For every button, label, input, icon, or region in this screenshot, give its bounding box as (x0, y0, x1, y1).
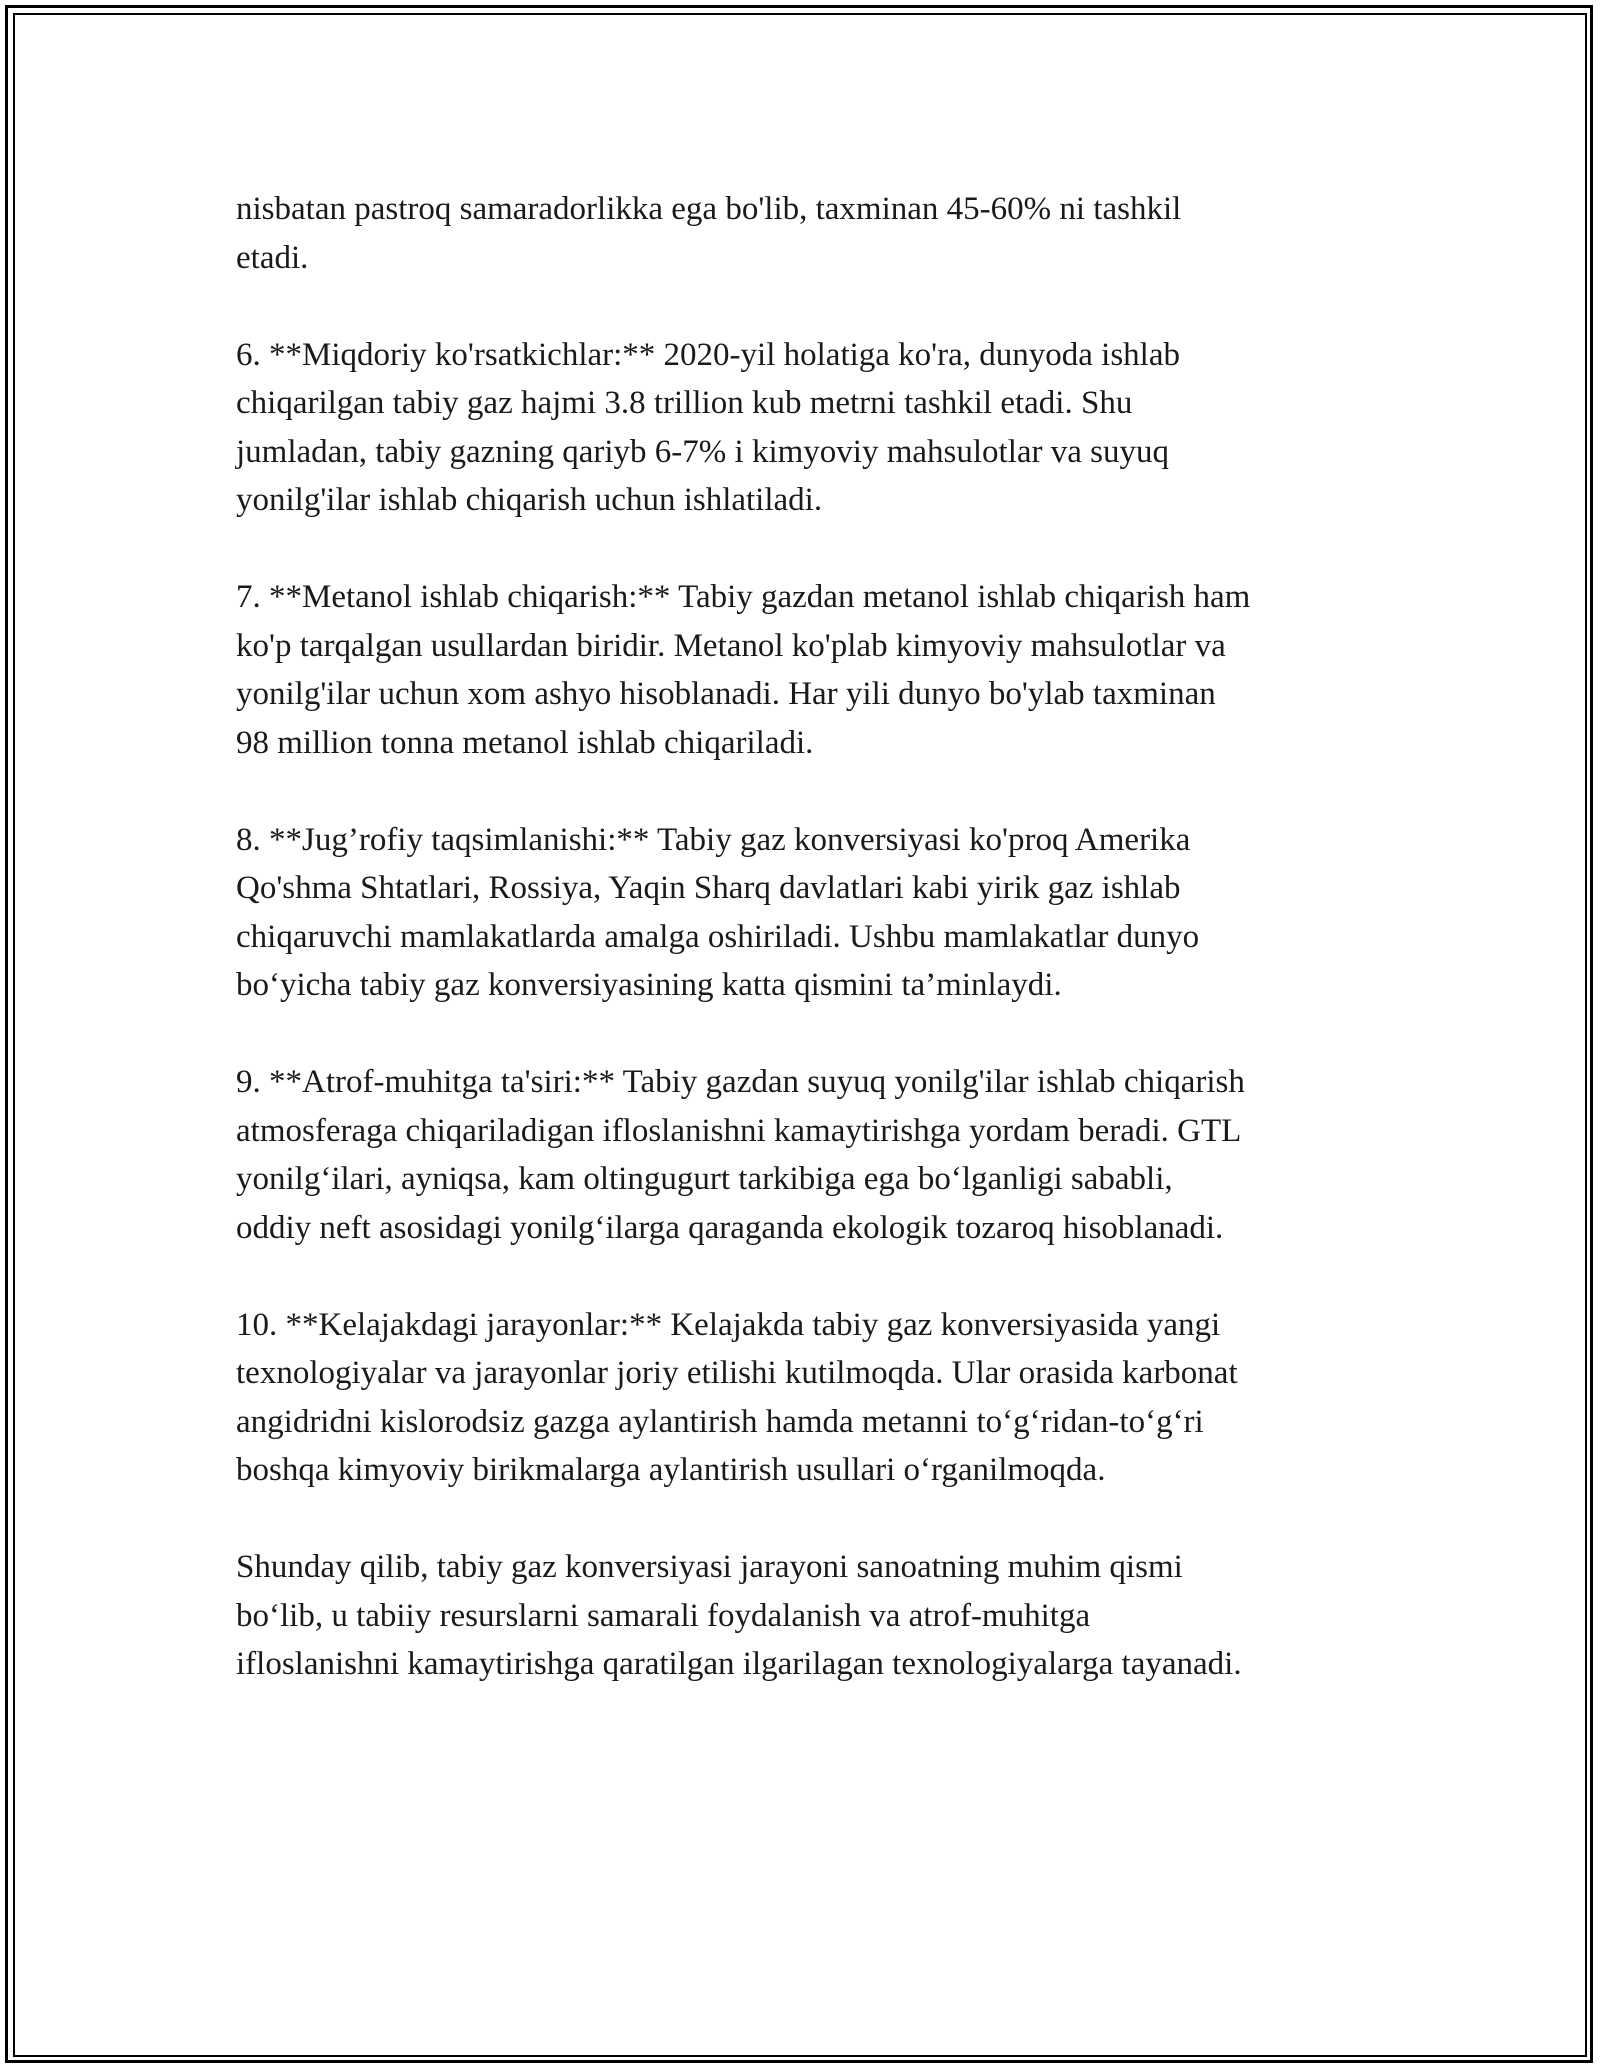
paragraph-item-9: 9. **Atrof-muhitga ta'siri:** Tabiy gazdan suyuq yonilg'ilar ishlab chiqarish atmosferaga chiqariladigan ifloslanishni kamaytirishga yordam beradi. GTL yonilg‘ilari, ayniqsa, kam oltingugurt tarkibiga ega bo‘lganligi sababli, oddiy neft asosidagi yonilg‘ilarga qaraganda ekologik tozaroq hisoblanadi. (236, 1064, 1245, 1246)
paragraph-item-6: 6. **Miqdoriy ko'rsatkichlar:** 2020-yil holatiga ko'ra, dunyoda ishlab chiqarilgan tabiy gaz hajmi 3.8 trillion kub metrni tashkil etadi. Shu jumladan, tabiy gazning qariyb 6-7% i kimyoviy mahsulotlar va suyuq yonilg'ilar ishlab chiqarish uchun ishlatiladi. (236, 336, 1180, 518)
paragraph-continuation: nisbatan pastroq samaradorlikka ega bo'lib, taxminan 45-60% ni tashkil etadi. (236, 191, 1182, 276)
paragraph-item-10: 10. **Kelajakdagi jarayonlar:** Kelajakda tabiy gaz konversiyasida yangi texnologiyalar va jarayonlar joriy etilishi kutilmoqda. Ular orasida karbonat angidridni kislorodsiz gazga aylantirish hamda metanni to‘g‘ridan-to‘g‘ri boshqa kimyoviy birikmalarga aylantirish usullari o‘rganilmoqda. (236, 1306, 1238, 1488)
paragraph-item-8: 8. **Jug’rofiy taqsimlanishi:** Tabiy gaz konversiyasi ko'proq Amerika Qo'shma Shtatlari, Rossiya, Yaqin Sharq davlatlari kabi yirik gaz ishlab chiqaruvchi mamlakatlarda amalga oshiriladi. Ushbu mamlakatlar dunyo bo‘yicha tabiy gaz konversiyasining katta qismini ta’minlaydi. (236, 821, 1200, 1003)
paragraph-item-7: 7. **Metanol ishlab chiqarish:** Tabiy gazdan metanol ishlab chiqarish ham ko'p tarqalgan usullardan biridir. Metanol ko'plab kimyoviy mahsulotlar va yonilg'ilar uchun xom ashyo hisoblanadi. Har yili dunyo bo'ylab taxminan 98 million tonna metanol ishlab chiqariladi. (236, 579, 1251, 761)
document-body (236, 185, 1396, 1689)
paragraph-conclusion: Shunday qilib, tabiy gaz konversiyasi jarayoni sanoatning muhim qismi bo‘lib, u tabiiy resurslarni samarali foydalanish va atrof-muhitga ifloslanishni kamaytirishga qaratilgan ilgarilagan texnologiyalarga tayanadi. (236, 1549, 1242, 1682)
